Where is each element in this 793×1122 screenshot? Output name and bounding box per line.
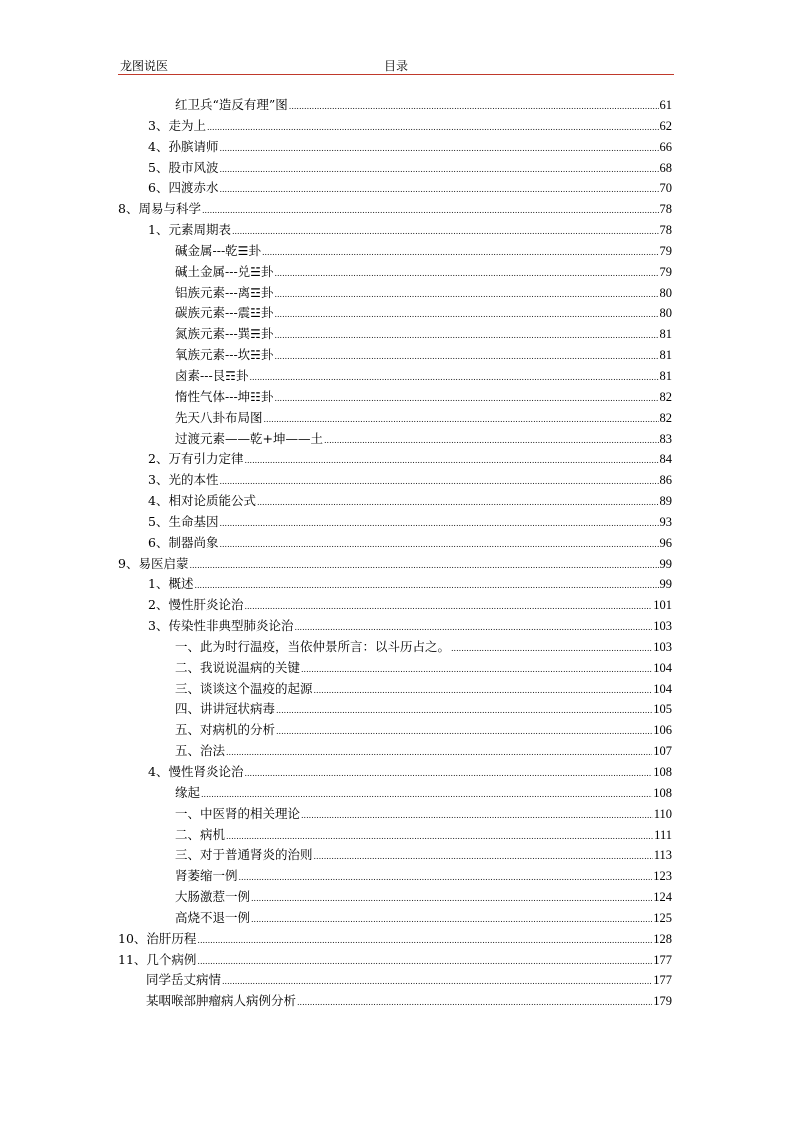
toc-entry[interactable] [118, 470, 672, 491]
toc-entry-text: 氧族元素---坎 [175, 347, 251, 363]
dot-leader [244, 456, 658, 465]
dot-leader [239, 873, 653, 882]
toc-entry-title: 三、谈谈这个温疫的起源 [175, 680, 313, 696]
book-title: 龙图说医 [120, 59, 169, 73]
toc-entry[interactable] [118, 595, 672, 616]
toc-entry[interactable] [118, 699, 672, 720]
toc-entry-page: 177 [653, 973, 672, 988]
dot-leader [297, 998, 652, 1007]
dot-leader [274, 269, 658, 278]
toc-entry-title: 五、对病机的分析 [175, 722, 276, 738]
dot-leader [222, 977, 652, 986]
toc-entry-page: 105 [653, 702, 672, 717]
dui-trigram-icon: ☱ [250, 264, 261, 279]
toc-entry-title: 4、孙膑请师 [148, 138, 219, 154]
dot-leader [207, 123, 659, 132]
kun-trigram-icon: ☷ [250, 389, 261, 404]
toc-entry-title: 2、慢性肝炎论治 [148, 597, 244, 613]
toc-entry-page: 106 [653, 723, 672, 738]
toc-entry-page: 86 [659, 473, 672, 488]
toc-entry-text: 铝族元素---离 [175, 284, 251, 300]
toc-entry-page: 111 [654, 827, 672, 842]
toc-entry-page: 80 [659, 285, 672, 300]
toc-entry-page: 61 [659, 98, 672, 112]
toc-entry-page: 70 [659, 181, 672, 196]
toc-entry[interactable] [118, 116, 672, 137]
toc-entry-page: 79 [659, 243, 672, 258]
kan-trigram-icon: ☵ [250, 348, 261, 363]
toc-entry-title: 9、易医启蒙 [118, 555, 189, 571]
dot-leader [274, 310, 658, 319]
toc-entry-page: 99 [659, 577, 672, 592]
toc-entry[interactable] [118, 616, 672, 637]
toc-entry-title: 四、讲讲冠状病毒 [175, 701, 276, 717]
dot-leader [219, 540, 658, 549]
toc-entry-title: 大肠激惹一例 [175, 889, 251, 905]
dot-leader [276, 706, 652, 715]
dot-leader [219, 144, 658, 153]
toc-entry-title: 2、万有引力定律 [148, 451, 244, 467]
toc-entry[interactable] [118, 866, 672, 887]
toc-entry-page: 113 [653, 848, 672, 863]
toc-entry-title: 同学岳丈病情 [146, 972, 222, 988]
toc-entry[interactable] [118, 929, 672, 950]
toc-entry-text: 卤素---艮 [175, 367, 226, 383]
toc-entry[interactable] [118, 574, 672, 595]
toc-entry-title: 5、股市风波 [148, 159, 219, 175]
gen-trigram-icon: ☶ [225, 368, 236, 383]
dot-leader [274, 352, 658, 361]
toc-entry[interactable] [118, 429, 672, 450]
toc-entry-title: 某咽喉部肿瘤病人病例分析 [146, 993, 297, 1009]
dot-leader [289, 102, 659, 111]
dot-leader [276, 727, 652, 736]
toc-entry-page: 104 [653, 681, 672, 696]
toc-entry-page: 128 [653, 931, 672, 946]
dot-leader [201, 790, 652, 799]
toc-entry[interactable] [118, 887, 672, 908]
toc-entry[interactable] [118, 324, 672, 345]
toc-entry[interactable] [118, 554, 672, 575]
toc-entry-page: 82 [659, 389, 672, 404]
toc-entry[interactable] [118, 408, 672, 429]
toc-entry-page: 78 [659, 223, 672, 238]
dot-leader [226, 832, 653, 841]
toc-entry-title: 过渡元素——乾+坤——土 [175, 430, 323, 446]
toc-entry-page: 108 [653, 785, 672, 800]
toc-entry-title: 五、治法 [175, 743, 226, 759]
toc-entry-title: 3、光的本性 [148, 472, 219, 488]
toc-entry-page: 84 [659, 452, 672, 467]
dot-leader [226, 748, 652, 757]
toc-entry-suffix: 卦 [235, 367, 249, 383]
toc-entry-title: 10、治肝历程 [118, 930, 197, 946]
toc-entry-page: 179 [653, 994, 672, 1009]
toc-entry-page: 96 [659, 535, 672, 550]
toc-entry-page: 89 [659, 494, 672, 509]
toc-entry-page: 103 [653, 619, 672, 634]
toc-entry[interactable] [118, 449, 672, 470]
dot-leader [219, 477, 658, 486]
dot-leader [301, 665, 652, 674]
dot-leader [262, 248, 659, 257]
dot-leader [194, 581, 658, 590]
toc-entry-title: 1、概述 [148, 576, 194, 592]
toc-entry-title: 先天八卦布局图 [175, 409, 263, 425]
toc-entry[interactable] [118, 303, 672, 324]
dot-leader [244, 602, 652, 611]
toc-entry-suffix: 卦 [260, 326, 274, 342]
dot-leader [219, 519, 658, 528]
toc-entry[interactable] [118, 262, 672, 283]
dot-leader [244, 769, 652, 778]
dot-leader [189, 561, 658, 570]
toc-entry-title [175, 283, 273, 301]
dot-leader [314, 686, 653, 695]
toc-entry-title [175, 324, 273, 342]
toc-entry[interactable] [118, 637, 672, 658]
toc-entry[interactable] [118, 783, 672, 804]
toc-entry-title [175, 241, 261, 259]
toc-entry-title: 高烧不退一例 [175, 909, 251, 925]
toc-entry-title: 5、生命基因 [148, 513, 219, 529]
toc-entry-page: 81 [659, 348, 672, 363]
toc-entry[interactable] [118, 178, 672, 199]
toc-entry-title: 二、我说说温病的关键 [175, 659, 301, 675]
li-trigram-icon: ☲ [250, 285, 261, 300]
qian-trigram-icon: ☰ [237, 243, 249, 258]
toc-entry[interactable] [118, 345, 672, 366]
toc-entry-page: 62 [659, 118, 672, 133]
toc-entry-text: 碱土金属---兑 [175, 263, 251, 279]
toc-entry[interactable] [118, 137, 672, 158]
dot-leader [251, 894, 652, 903]
dot-leader [274, 331, 658, 340]
toc-entry-text: 碳族元素---震 [175, 305, 251, 321]
toc-entry-page: 79 [659, 264, 672, 279]
toc-entry-title: 3、走为上 [148, 117, 206, 133]
toc-entry[interactable] [118, 366, 672, 387]
dot-leader [202, 206, 659, 215]
toc-entry-title [175, 262, 273, 280]
toc-entry-page: 99 [659, 556, 672, 571]
toc-entry[interactable] [118, 741, 672, 762]
toc-entry-title [175, 303, 273, 321]
toc-entry-suffix: 卦 [260, 305, 274, 321]
dot-leader [324, 436, 659, 445]
toc-entry-title: 6、四渡赤水 [148, 180, 219, 196]
toc-entry-title: 三、对于普通肾炎的治则 [175, 847, 313, 863]
toc-entry-page: 123 [653, 869, 672, 884]
toc-entry-page: 78 [659, 202, 672, 217]
toc-entry-suffix: 卦 [248, 242, 261, 258]
toc-entry-suffix: 卦 [260, 263, 274, 279]
dot-leader [219, 165, 658, 174]
dot-leader [301, 811, 653, 820]
toc-entry-page: 83 [659, 431, 672, 446]
toc-entry-page: 93 [659, 514, 672, 529]
toc-entry[interactable] [118, 970, 672, 991]
dot-leader [314, 852, 653, 861]
toc-entry[interactable] [118, 762, 672, 783]
toc-entry[interactable] [118, 845, 672, 866]
toc-entry-text: 氮族元素---巽 [175, 326, 251, 342]
toc-entry[interactable] [118, 199, 672, 220]
toc-entry-title: 二、病机 [175, 826, 226, 842]
dot-leader [219, 185, 658, 194]
toc-entry-page: 110 [653, 806, 672, 821]
toc-entry-page: 107 [653, 744, 672, 759]
toc-entry-page: 68 [659, 160, 672, 175]
toc-entry-title [175, 387, 273, 405]
toc-entry-page: 66 [659, 139, 672, 154]
dot-leader [451, 644, 652, 653]
toc-entry-page: 81 [659, 368, 672, 383]
toc-entry[interactable] [118, 658, 672, 679]
dot-leader [274, 290, 658, 299]
toc-entry[interactable] [118, 679, 672, 700]
toc-entry[interactable] [118, 720, 672, 741]
dot-leader [251, 915, 652, 924]
section-title: 目录 [383, 59, 408, 73]
table-of-contents [118, 95, 672, 1012]
toc-entry-suffix: 卦 [260, 284, 274, 300]
toc-entry[interactable] [118, 491, 672, 512]
toc-entry-title: 红卫兵“造反有理”图 [175, 97, 288, 112]
page-header [118, 54, 674, 75]
toc-entry-title: 1、元素周期表 [148, 222, 231, 238]
dot-leader [257, 498, 659, 507]
toc-entry[interactable] [118, 908, 672, 929]
toc-entry-page: 80 [659, 306, 672, 321]
toc-entry-page: 177 [653, 952, 672, 967]
toc-entry-page: 101 [653, 598, 672, 613]
toc-entry-title: 8、周易与科学 [118, 201, 201, 217]
dot-leader [249, 373, 658, 382]
toc-entry[interactable] [118, 220, 672, 241]
toc-entry[interactable] [118, 804, 672, 825]
toc-entry-title: 3、传染性非典型肺炎论治 [148, 618, 294, 634]
toc-entry-page: 125 [653, 910, 672, 925]
toc-entry-title [175, 366, 248, 384]
toc-entry-page: 82 [659, 410, 672, 425]
toc-entry-page: 108 [653, 765, 672, 779]
toc-entry-text: 惰性气体---坤 [175, 388, 251, 404]
toc-entry-title [175, 345, 273, 363]
toc-entry-title: 4、相对论质能公式 [148, 493, 256, 509]
dot-leader [294, 623, 652, 632]
toc-entry[interactable] [118, 950, 672, 971]
toc-entry-suffix: 卦 [260, 347, 274, 363]
dot-leader [197, 936, 652, 945]
toc-entry-suffix: 卦 [260, 388, 274, 404]
toc-entry-title: 11、几个病例 [118, 951, 197, 967]
toc-entry[interactable] [118, 825, 672, 846]
toc-entry[interactable] [118, 241, 672, 262]
toc-entry[interactable] [118, 387, 672, 408]
toc-entry[interactable] [118, 95, 672, 116]
toc-entry-page: 124 [653, 890, 672, 905]
toc-entry-title: 缘起 [175, 784, 201, 800]
toc-entry[interactable] [118, 533, 672, 554]
zhen-trigram-icon: ☳ [250, 306, 261, 321]
dot-leader [197, 957, 652, 966]
toc-entry[interactable] [118, 283, 672, 304]
toc-entry-title: 6、制器尚象 [148, 534, 219, 550]
toc-entry-title: 肾萎缩一例 [175, 868, 238, 884]
toc-entry-page: 103 [653, 639, 672, 654]
dot-leader [232, 227, 659, 236]
toc-entry-text: 碱金属---乾 [175, 242, 238, 258]
toc-entry-page: 81 [659, 327, 672, 342]
dot-leader [264, 415, 659, 424]
toc-entry-page: 104 [653, 660, 672, 675]
toc-entry[interactable] [118, 158, 672, 179]
toc-entry-title: 一、中医肾的相关理论 [175, 805, 301, 821]
dot-leader [274, 394, 658, 403]
xun-trigram-icon: ☴ [250, 327, 261, 342]
toc-entry-title: 4、慢性肾炎论治 [148, 764, 244, 779]
toc-entry[interactable] [118, 991, 672, 1012]
toc-entry[interactable] [118, 512, 672, 533]
toc-entry-title: 一、此为时行温疫，当依仲景所言：以斗历占之。 [175, 638, 451, 654]
